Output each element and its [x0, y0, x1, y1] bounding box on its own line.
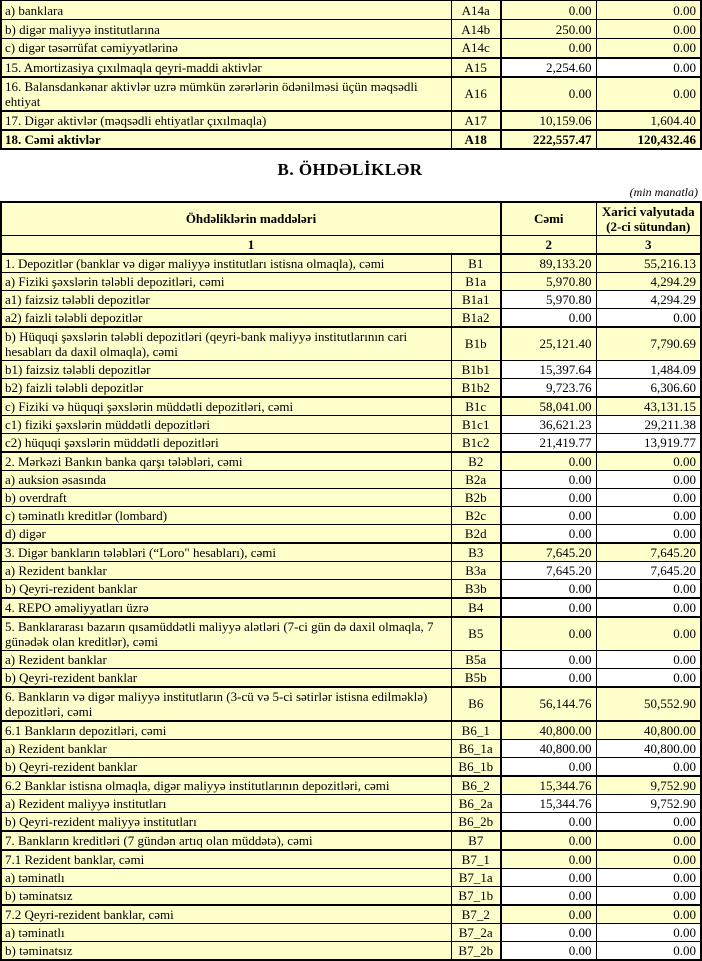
value-fx: 7,645.20	[596, 561, 701, 579]
row-code: A14c	[451, 39, 501, 58]
value-fx: 0.00	[596, 524, 701, 543]
table-row	[1, 941, 701, 960]
table-row	[1, 20, 701, 39]
value-fx: 0.00	[596, 506, 701, 524]
table-row	[1, 561, 701, 579]
value-fx: 4,294.29	[596, 290, 701, 308]
column-number-3: 3	[596, 235, 701, 254]
table-row	[1, 668, 701, 687]
column-header-total: Cəmi	[501, 202, 596, 236]
table-row	[1, 543, 701, 562]
value-total: 21,419.77	[501, 433, 596, 452]
row-label: c1) fiziki şəxslərin müddətli depozitləri	[1, 415, 451, 433]
row-label: a) auksion əsasında	[1, 470, 451, 488]
column-number-2: 2	[501, 235, 596, 254]
row-code: B6	[451, 687, 501, 721]
value-total: 0.00	[501, 470, 596, 488]
value-total: 40,800.00	[501, 721, 596, 740]
table-row	[1, 886, 701, 905]
value-fx: 0.00	[596, 452, 701, 471]
row-label: 6.1 Bankların depozitləri, cəmi	[1, 721, 451, 740]
table-row	[1, 721, 701, 740]
row-code: B1b2	[451, 378, 501, 397]
row-label: 15. Amortizasiya çıxılmaqla qeyri-maddi aktivlər	[1, 58, 451, 77]
value-fx: 4,294.29	[596, 272, 701, 290]
table-row	[1, 433, 701, 452]
table-row	[1, 254, 701, 273]
value-fx: 0.00	[596, 470, 701, 488]
row-label: 6. Bankların və digər maliyyə institutların (3-cü və 5-ci sətirlər istisna edilməklə) depozitləri, cəmi	[1, 687, 451, 721]
row-label: b) Qeyri-rezident banklar	[1, 579, 451, 598]
value-total: 0.00	[501, 39, 596, 58]
table-row	[1, 794, 701, 812]
value-fx: 0.00	[596, 850, 701, 869]
value-fx: 6,306.60	[596, 378, 701, 397]
row-code: B7_1a	[451, 868, 501, 886]
value-fx: 55,216.13	[596, 254, 701, 273]
row-code: B6_2a	[451, 794, 501, 812]
header-row	[1, 202, 701, 236]
table-row	[1, 378, 701, 397]
row-label: b) overdraft	[1, 488, 451, 506]
value-total: 15,397.64	[501, 360, 596, 378]
value-fx: 0.00	[596, 905, 701, 924]
row-label: 1. Depozitlər (banklar və digər maliyyə institutları istisna olmaqla), cəmi	[1, 254, 451, 273]
row-code: B1a1	[451, 290, 501, 308]
value-total: 5,970.80	[501, 272, 596, 290]
table-row	[1, 617, 701, 651]
column-number-1: 1	[1, 235, 501, 254]
table-row	[1, 687, 701, 721]
value-total: 15,344.76	[501, 776, 596, 795]
row-label: b) Hüquqi şəxslərin tələbli depozitləri (qeyri-bank maliyyə institutlarının cari hesabları da daxil olmaqla), cəmi	[1, 327, 451, 361]
value-total: 0.00	[501, 488, 596, 506]
row-code: B1c1	[451, 415, 501, 433]
table-row	[1, 327, 701, 361]
value-fx: 0.00	[596, 923, 701, 941]
value-total: 0.00	[501, 77, 596, 111]
value-total: 7,645.20	[501, 543, 596, 562]
value-fx: 0.00	[596, 77, 701, 111]
value-fx: 0.00	[596, 941, 701, 960]
column-number-row	[1, 235, 701, 254]
row-label: 17. Digər aktivlər (məqsədli ehtiyatlar çıxılmaqla)	[1, 111, 451, 130]
row-label: c) təminatlı kreditlər (lombard)	[1, 506, 451, 524]
value-fx: 50,552.90	[596, 687, 701, 721]
value-total: 7,645.20	[501, 561, 596, 579]
row-code: B1a	[451, 272, 501, 290]
value-total: 0.00	[501, 579, 596, 598]
row-code: B1	[451, 254, 501, 273]
row-code: B7_2b	[451, 941, 501, 960]
value-total: 2,254.60	[501, 58, 596, 77]
row-label: 2. Mərkəzi Bankın banka qarşı tələbləri, cəmi	[1, 452, 451, 471]
row-code: A17	[451, 111, 501, 130]
value-total: 56,144.76	[501, 687, 596, 721]
row-label: a1) faizsiz tələbli depozitlər	[1, 290, 451, 308]
value-fx: 7,645.20	[596, 543, 701, 562]
value-fx: 13,919.77	[596, 433, 701, 452]
value-total: 0.00	[501, 598, 596, 617]
row-label: b1) faizsiz tələbli depozitlər	[1, 360, 451, 378]
row-label: a) Fiziki şəxslərin tələbli depozitləri, cəmi	[1, 272, 451, 290]
table-row	[1, 776, 701, 795]
value-total: 250.00	[501, 20, 596, 39]
row-label: a) Rezident banklar	[1, 739, 451, 757]
value-fx: 0.00	[596, 868, 701, 886]
value-fx: 1,484.09	[596, 360, 701, 378]
row-code: B7_2	[451, 905, 501, 924]
table-row	[1, 415, 701, 433]
row-code: B5b	[451, 668, 501, 687]
row-label: c2) hüquqi şəxslərin müddətli depozitləri	[1, 433, 451, 452]
value-fx: 1,604.40	[596, 111, 701, 130]
value-total: 40,800.00	[501, 739, 596, 757]
row-label: b) təminatsız	[1, 886, 451, 905]
table-row	[1, 905, 701, 924]
row-label: a) təminatlı	[1, 923, 451, 941]
value-total: 0.00	[501, 812, 596, 831]
value-fx: 0.00	[596, 886, 701, 905]
value-total: 0.00	[501, 757, 596, 776]
row-code: B6_2	[451, 776, 501, 795]
table-row	[1, 111, 701, 130]
table-row	[1, 923, 701, 941]
table-row	[1, 831, 701, 850]
table-row	[1, 650, 701, 668]
row-label: b) Qeyri-rezident maliyyə institutları	[1, 812, 451, 831]
row-label: 18. Cəmi aktivlər	[1, 130, 451, 149]
table-row	[1, 77, 701, 111]
row-code: B1c	[451, 397, 501, 416]
table-row	[1, 308, 701, 327]
row-label: b) Qeyri-rezident banklar	[1, 757, 451, 776]
row-code: A16	[451, 77, 501, 111]
row-code: B6_1a	[451, 739, 501, 757]
value-total: 0.00	[501, 1, 596, 20]
row-label: 7. Bankların kreditləri (7 gündən artıq olan müddətə), cəmi	[1, 831, 451, 850]
row-code: B1a2	[451, 308, 501, 327]
row-code: B7_2a	[451, 923, 501, 941]
column-header-fx: Xarici valyutada (2-ci sütundan)	[596, 202, 701, 236]
row-code: B2d	[451, 524, 501, 543]
row-code: B6_1b	[451, 757, 501, 776]
value-fx: 29,211.38	[596, 415, 701, 433]
value-fx: 0.00	[596, 617, 701, 651]
column-header-items: Öhdəliklərin maddələri	[1, 202, 501, 236]
table-row	[1, 470, 701, 488]
row-code: A14a	[451, 1, 501, 20]
value-total: 0.00	[501, 905, 596, 924]
value-total: 10,159.06	[501, 111, 596, 130]
row-code: B6_2b	[451, 812, 501, 831]
table-row	[1, 579, 701, 598]
value-total: 0.00	[501, 524, 596, 543]
row-label: b) digər maliyyə institutlarına	[1, 20, 451, 39]
row-label: 7.1 Rezident banklar, cəmi	[1, 850, 451, 869]
value-total: 0.00	[501, 868, 596, 886]
row-code: B7_1	[451, 850, 501, 869]
table-row	[1, 524, 701, 543]
value-fx: 0.00	[596, 757, 701, 776]
table-row	[1, 488, 701, 506]
row-label: a) Rezident banklar	[1, 650, 451, 668]
row-label: 3. Digər bankların tələbləri (“Loro" hesabları), cəmi	[1, 543, 451, 562]
row-code: B3b	[451, 579, 501, 598]
value-total: 25,121.40	[501, 327, 596, 361]
value-total: 0.00	[501, 923, 596, 941]
value-fx: 40,800.00	[596, 721, 701, 740]
value-total: 0.00	[501, 617, 596, 651]
value-fx: 9,752.90	[596, 776, 701, 795]
value-total: 0.00	[501, 886, 596, 905]
row-label: a2) faizli tələbli depozitlər	[1, 308, 451, 327]
row-code: A14b	[451, 20, 501, 39]
row-label: c) Fiziki və hüquqi şəxslərin müddətli depozitləri, cəmi	[1, 397, 451, 416]
unit-note: (min manatla)	[629, 184, 698, 199]
table-row	[1, 397, 701, 416]
row-code: B3	[451, 543, 501, 562]
row-label: 6.2 Banklar istisna olmaqla, digər maliyyə institutlarının depozitləri, cəmi	[1, 776, 451, 795]
value-total: 15,344.76	[501, 794, 596, 812]
row-label: c) digər təsərrüfat cəmiyyətlərinə	[1, 39, 451, 58]
value-fx: 0.00	[596, 20, 701, 39]
row-label: d) digər	[1, 524, 451, 543]
value-fx: 0.00	[596, 308, 701, 327]
value-fx: 0.00	[596, 650, 701, 668]
table-row	[1, 58, 701, 77]
value-total: 0.00	[501, 452, 596, 471]
table-row	[1, 1, 701, 20]
table-row	[1, 868, 701, 886]
value-total: 89,133.20	[501, 254, 596, 273]
row-code: B2a	[451, 470, 501, 488]
row-code: A15	[451, 58, 501, 77]
row-label: 4. REPO əməliyyatları üzrə	[1, 598, 451, 617]
value-fx: 0.00	[596, 831, 701, 850]
table-row	[1, 757, 701, 776]
section-title: B. ÖHDƏLİKLƏR	[277, 159, 423, 179]
row-label: 5. Banklararası bazarın qısamüddətli maliyyə alətləri (7-ci gün də daxil olmaqla, 7 günədək olan kreditlər), cəmi	[1, 617, 451, 651]
row-code: B4	[451, 598, 501, 617]
row-label: a) Rezident banklar	[1, 561, 451, 579]
value-fx: 9,752.90	[596, 794, 701, 812]
value-total: 5,970.80	[501, 290, 596, 308]
value-total: 58,041.00	[501, 397, 596, 416]
table-row	[1, 739, 701, 757]
value-fx: 0.00	[596, 58, 701, 77]
table-row	[1, 360, 701, 378]
row-code: B7	[451, 831, 501, 850]
value-fx: 0.00	[596, 598, 701, 617]
value-total: 0.00	[501, 308, 596, 327]
value-total: 0.00	[501, 506, 596, 524]
row-label: a) Rezident maliyyə institutları	[1, 794, 451, 812]
row-code: B5	[451, 617, 501, 651]
value-fx: 0.00	[596, 579, 701, 598]
value-total: 0.00	[501, 668, 596, 687]
row-code: B7_1b	[451, 886, 501, 905]
row-code: B6_1	[451, 721, 501, 740]
row-code: B1b	[451, 327, 501, 361]
table-row	[1, 290, 701, 308]
table-row	[1, 506, 701, 524]
table-row	[1, 272, 701, 290]
value-total: 36,621.23	[501, 415, 596, 433]
value-fx: 0.00	[596, 1, 701, 20]
table-row	[1, 812, 701, 831]
value-total: 0.00	[501, 941, 596, 960]
value-fx: 40,800.00	[596, 739, 701, 757]
table-row	[1, 850, 701, 869]
value-fx: 0.00	[596, 488, 701, 506]
value-fx: 7,790.69	[596, 327, 701, 361]
assets-table-bottom	[0, 0, 702, 150]
row-code: B2c	[451, 506, 501, 524]
value-total: 0.00	[501, 650, 596, 668]
row-code: B3a	[451, 561, 501, 579]
table-row	[1, 39, 701, 58]
liabilities-table	[0, 201, 702, 961]
row-code: A18	[451, 130, 501, 149]
value-total: 9,723.76	[501, 378, 596, 397]
value-fx: 120,432.46	[596, 130, 701, 149]
value-fx: 0.00	[596, 39, 701, 58]
row-label: 16. Balansdankənar aktivlər uzrə mümkün zərərlərin ödənilməsi üçün məqsədli ehtiyat	[1, 77, 451, 111]
table-row	[1, 598, 701, 617]
row-label: b) Qeyri-rezident banklar	[1, 668, 451, 687]
row-label: b) təminatsız	[1, 941, 451, 960]
value-fx: 0.00	[596, 812, 701, 831]
table-row	[1, 452, 701, 471]
value-total: 222,557.47	[501, 130, 596, 149]
row-label: a) banklara	[1, 1, 451, 20]
row-code: B1b1	[451, 360, 501, 378]
row-label: b2) faizli tələbli depozitlər	[1, 378, 451, 397]
row-label: 7.2 Qeyri-rezident banklar, cəmi	[1, 905, 451, 924]
table-row	[1, 130, 701, 149]
row-label: a) təminatlı	[1, 868, 451, 886]
value-total: 0.00	[501, 831, 596, 850]
value-fx: 43,131.15	[596, 397, 701, 416]
row-code: B1c2	[451, 433, 501, 452]
row-code: B2b	[451, 488, 501, 506]
value-fx: 0.00	[596, 668, 701, 687]
row-code: B5a	[451, 650, 501, 668]
row-code: B2	[451, 452, 501, 471]
value-total: 0.00	[501, 850, 596, 869]
